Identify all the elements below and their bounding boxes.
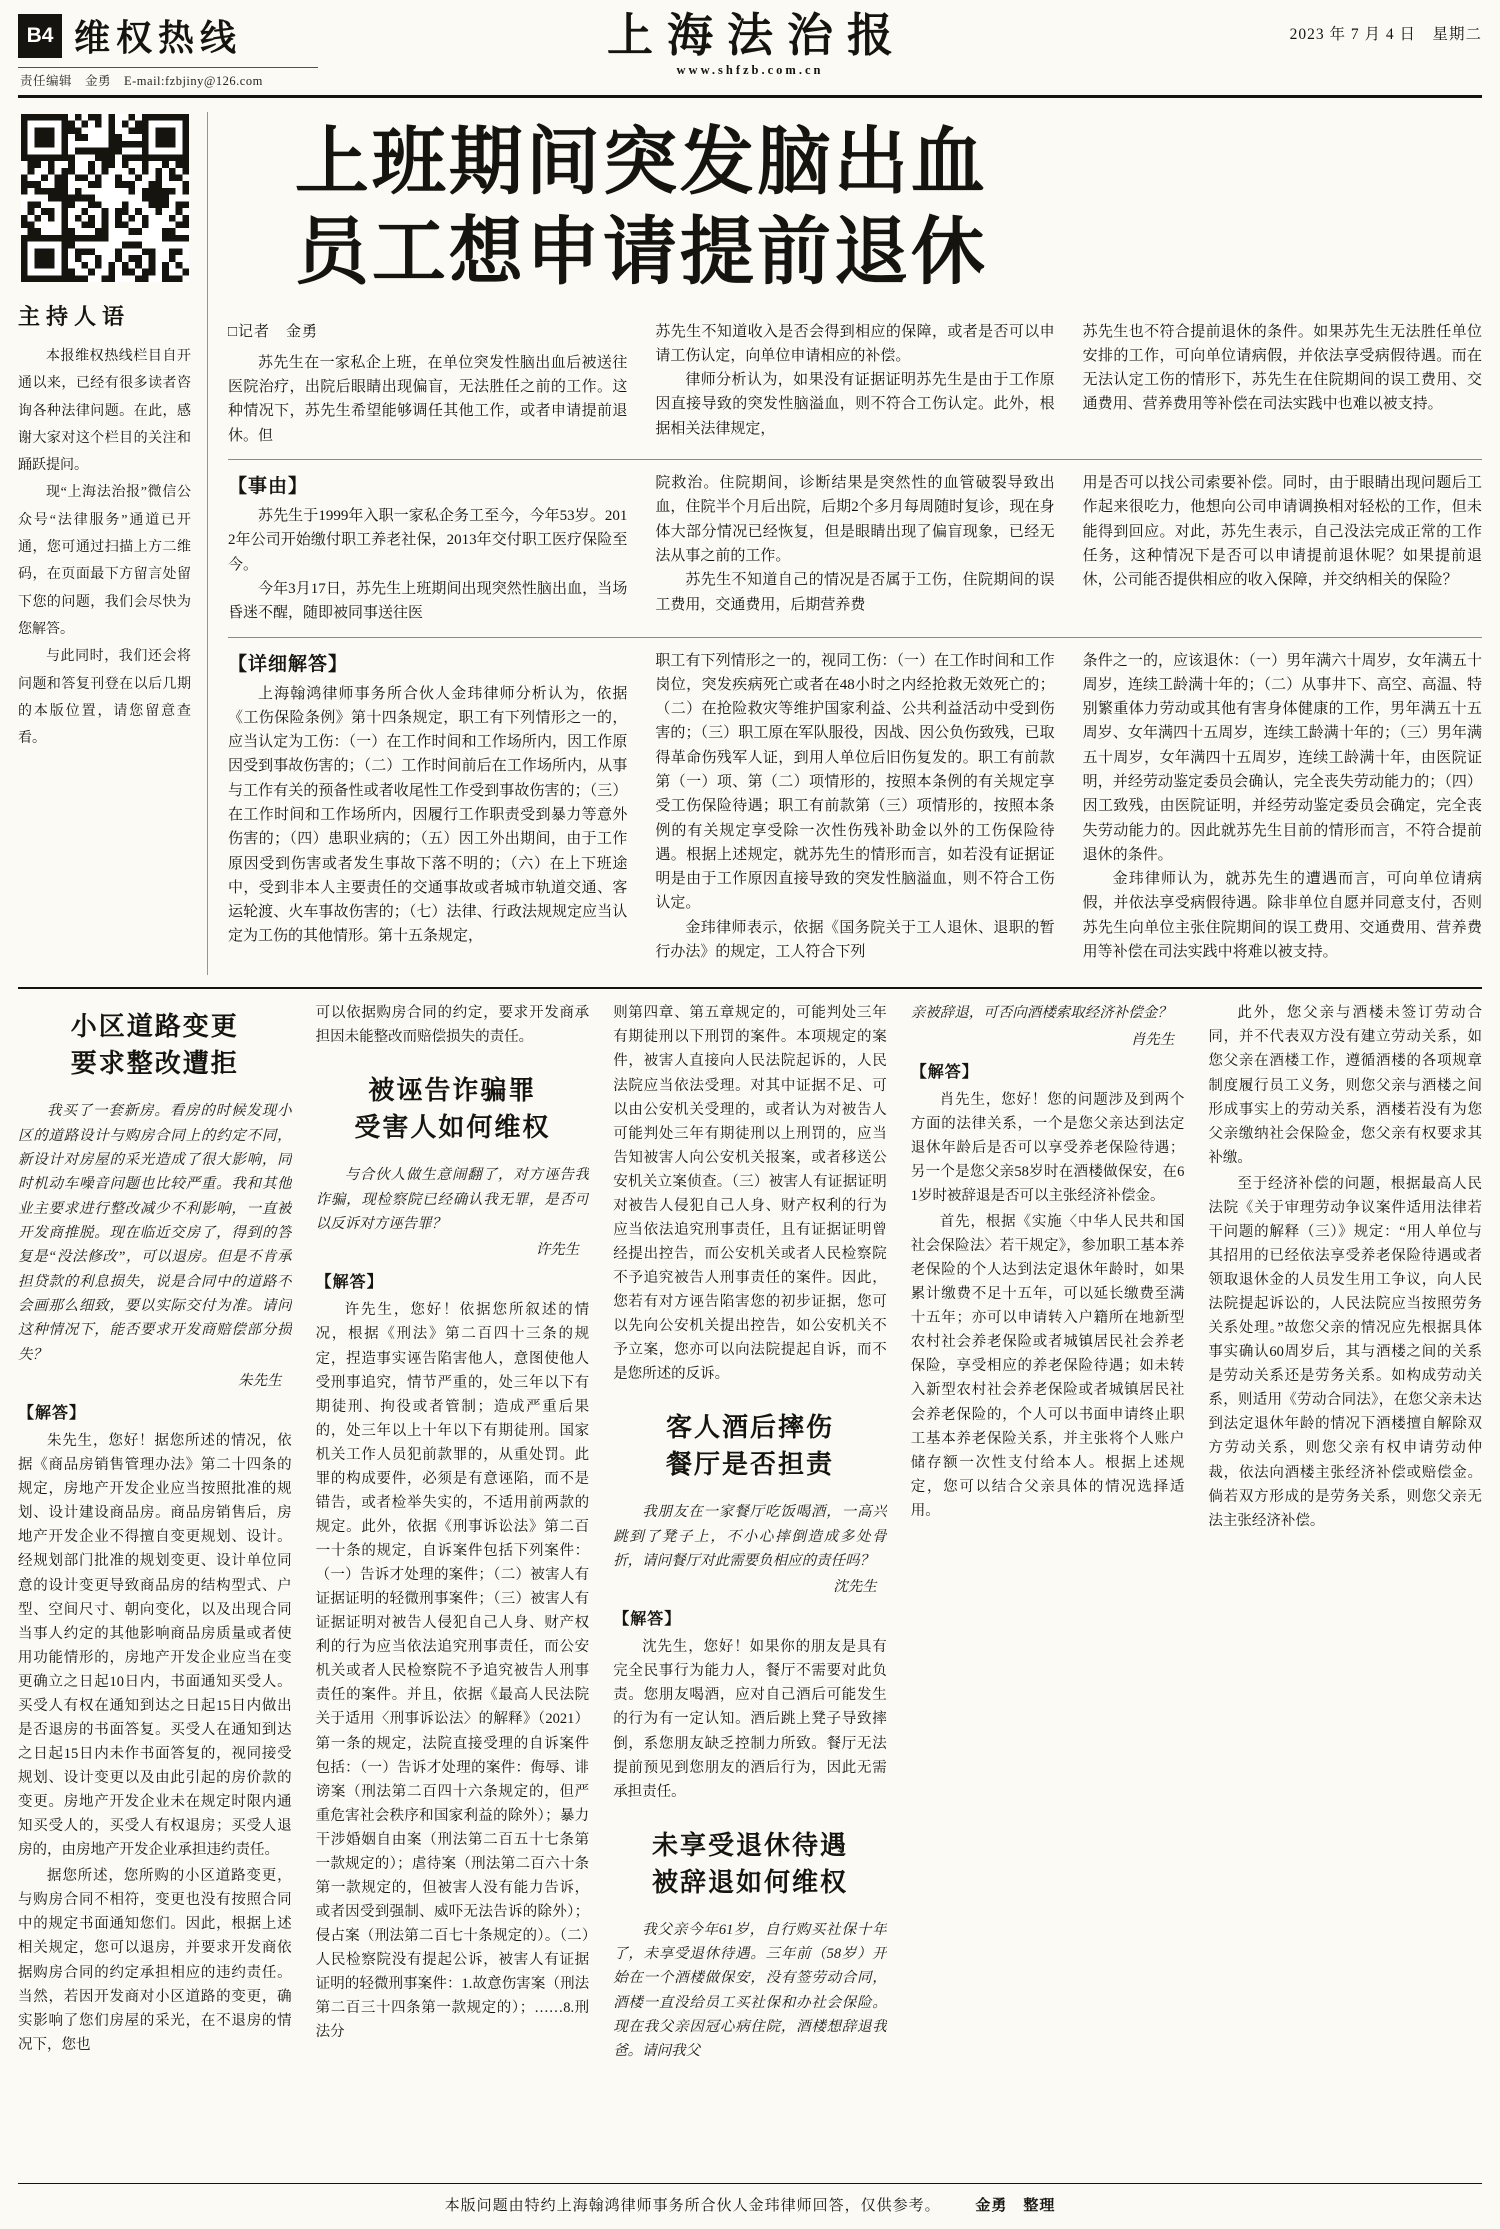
paragraph: 苏先生也不符合提前退休的条件。如果苏先生无法胜任单位安排的工作，可向单位请病假，并依法享受病假待遇。而在无法认定工伤的情形下，苏先生在住院期间的误工费用、交通费用、营养费用等补偿在司法实践中也难以被支持。 <box>1082 323 1482 413</box>
paragraph: 肖先生，您好！您的问题涉及到两个方面的法律关系，一个是您父亲达到法定退休年龄后是否可以享受养老保险待遇；另一个是您父亲58岁时在酒楼做保安，在61岁时被辞退是否可以主张经济补偿金。 <box>910 1091 1185 1204</box>
paragraph: 沈先生，您好！如果你的朋友是具有完全民事行为能力人，餐厅不需要对此负责。您朋友喝酒，应对自己酒后可能发生的行为有一定认知。酒后跳上凳子导致摔倒，系您朋友缺乏控制力所致。餐厅无法提前预见到您朋友的酒后行为，因此无需承担责任。 <box>613 1639 887 1800</box>
incident-column-2 <box>655 471 1054 625</box>
story1-title-line2: 要求整改遭拒 <box>70 1049 239 1079</box>
incident-band <box>228 459 1482 636</box>
main-article <box>228 112 1482 975</box>
paragraph: 苏先生于1999年入职一家私企务工至今，今年53岁。2012年公司开始缴付职工养老社保，2013年交付职工医疗保险至今。 <box>228 508 628 573</box>
masthead-block <box>348 10 1152 89</box>
incident-column-3 <box>1083 471 1482 625</box>
paragraph: 条件之一的，应该退休：（一）男年满六十周岁，女年满五十周岁，连续工龄满十年的；（二）从事井下、高空、高温、特别繁重体力劳动或其他有害身体健康的工作，男年满五十五周岁、女年满四十五周岁，连续工龄满十年的；（三）男年满五十周岁，女年满四十五周岁，连续工龄满十年，由医院证明，并经劳动鉴定委员会确认，完全丧失劳动能力的；（四）因工致残，由医院证明，并经劳动鉴定委员会确定，完全丧失劳动能力的。因此就苏先生目前的情形而言，不符合提前退休的条件。 <box>1082 652 1482 863</box>
paragraph: 院救治。住院期间，诊断结果是突然性的血管破裂导致出血，住院半个月后出院，后期2个多月每周随时复诊，现在身体大部分情况已经恢复，但是眼睛出现了偏盲现象，已经无法从事之前的工作。 <box>655 475 1055 564</box>
qa-column-3 <box>613 1001 887 2173</box>
story1-title-line1: 小区道路变更 <box>70 1012 239 1042</box>
top-section <box>18 98 1482 989</box>
intro-text-1 <box>228 351 627 448</box>
masthead: 上海法治报 <box>607 10 907 61</box>
section-title: 维权热线 <box>74 18 243 58</box>
qa-column-4 <box>911 1001 1185 2173</box>
paragraph: 今年3月17日，苏先生上班期间出现突然性脑出血，当场昏迷不醒，随即被同事送往医 <box>228 580 628 622</box>
paragraph: 本报维权热线栏目自开通以来，已经有很多读者咨询各种法律问题。在此，感谢大家对这个栏目的关注和踊跃提问。 <box>18 349 191 474</box>
paragraph: 至于经济补偿的问题，根据最高人民法院《关于审理劳动争议案件适用法律若干问题的解释（三）》规定：“用人单位与其招用的已经依法享受养老保险待遇或者领取退休金的人员发生用工争议，向人民法院提起诉讼的，人民法院应当按照劳务关系处理。”故您父亲的情况应先根据具体事实确认60周岁后，其与酒楼之间的关系是劳动关系还是劳务关系。如构成劳动关系，则适用《劳动合同法》，在您父亲未达到法定退休年龄的情况下酒楼擅自解除双方劳动关系，则您父亲有权申请劳动仲裁，依法向酒楼主张经济补偿或赔偿金。倘若双方形成的是劳务关系，则您父亲无法主张经济补偿。 <box>1208 1175 1482 1529</box>
paragraph: 首先，根据《实施〈中华人民共和国社会保险法〉若干规定》，参加职工基本养老保险的个人达到法定退休年龄时，如果累计缴费不足十五年，可以延长缴费至满十五年；亦可以申请转入户籍所在地新型农村社会养老保险或者城镇居民社会养老保险，享受相应的养老保险待遇；如未转入新型农村社会养老保险或者城镇居民社会养老保险的，个人可以书面申请终止职工基本养老保险关系，并主张将个人账户储存额一次性支付给本人。根据上述规定，您可以结合父亲具体的情况选择适用。 <box>910 1214 1185 1519</box>
story3-question: 我朋友在一家餐厅吃饭喝酒，一高兴跳到了凳子上，不小心摔倒造成多处骨折，请问餐厅对此需要负相应的责任吗？ <box>613 1504 887 1569</box>
story3-title <box>613 1410 887 1484</box>
paragraph: 苏先生不知道自己的情况是否属于工伤，住院期间的误工费用，交通费用，后期营养费 <box>655 572 1055 613</box>
story2-answer-continued <box>613 1001 887 1386</box>
intro-column-1 <box>228 320 627 448</box>
main-headline <box>228 112 1055 309</box>
paragraph: 可以依据购房合同的约定，要求开发商承担因未能整改而赔偿损失的责任。 <box>315 1005 590 1046</box>
story2-title <box>316 1073 590 1147</box>
story2-answer <box>316 1298 590 2044</box>
story4-answer-part2 <box>1208 1001 1482 1532</box>
story2-question: 与合伙人做生意闹翻了，对方诬告我诈骗，现检察院已经确认我无罪，是否可以反诉对方诬告罪？ <box>315 1167 590 1233</box>
footer-credit: 金勇 整理 <box>975 2198 1056 2214</box>
analysis-column-2 <box>655 649 1054 965</box>
story3-title-line2: 餐厅是否担责 <box>665 1450 834 1480</box>
header-left <box>18 10 348 89</box>
publication-date: 2023 年 7 月 4 日 星期二 <box>1289 26 1482 43</box>
paragraph: 许先生，您好！依据您所叙述的情况，根据《刑法》第二百四十三条的规定，捏造事实诬告陷害他人，意图使他人受刑事追究，情节严重的，处三年以下有期徒刑、拘役或者管制；造成严重后果的，处三年以上十年以下有期徒刑。国家机关工作人员犯前款罪的，从重处罚。此罪的构成要件，必须是有意诬陷，而不是错告，或者检举失实的，不适用前两款的规定。此外，依据《刑事诉讼法》第二百一十条的规定，自诉案件包括下列案件：（一）告诉才处理的案件；（二）被害人有证据证明的轻微刑事案件；（三）被害人有证据证明对被告人侵犯自己人身、财产权利的行为应当依法追究刑事责任，而公安机关或者人民检察院不予追究被告人刑事责任的案件。并且，依据《最高人民法院关于适用〈刑事诉讼法〉的解释》（2021）第一条的规定，法院直接受理的自诉案件包括：（一）告诉才处理的案件：侮辱、诽谤案（刑法第二百四十六条规定的，但严重危害社会秩序和国家利益的除外）；暴力干涉婚姻自由案（刑法第二百五十七条第一款规定的）；虐待案（刑法第二百六十条第一款规定的，但被害人没有能力告诉，或者因受到强制、威吓无法告诉的除外）；侵占案（刑法第二百七十条规定的）。（二）人民检察院没有提起公诉，被害人有证据证明的轻微刑事案件：1.故意伤害案（刑法第二百三十四条第一款规定的）；……8.刑法分 <box>315 1302 590 2041</box>
website: www.shfzb.com.cn <box>676 62 824 77</box>
paragraph: 现“上海法治报”微信公众号“法律服务”通道已开通，您可通过扫描上方二维码，在页面最下方留言处留下您的问题，我们会尽快为您解答。 <box>18 485 191 637</box>
story4-asker: 肖先生 <box>1130 1031 1175 1048</box>
story4-answer-part1 <box>911 1088 1185 1523</box>
paragraph: 苏先生不知道收入是否会得到相应的保障，或者是否可以申请工伤认定，向单位申请相应的补偿。 <box>655 323 1055 364</box>
intro-column-2 <box>655 320 1054 448</box>
qa-column-1 <box>18 1001 292 2173</box>
headline-line-1: 上班期间突发脑出血 <box>294 122 988 204</box>
story3-asker: 沈先生 <box>833 1579 877 1596</box>
paragraph: 金玮律师认为，就苏先生的遭遇而言，可向单位请病假，并依法享受病假待遇。除非单位自愿并同意支付，否则苏先生向单位主张住院期间的误工费用、交通费用、营养费用等补偿在司法实践中将难以被支持。 <box>1082 871 1482 961</box>
analysis-text-1 <box>228 682 627 949</box>
qa-section <box>18 989 1482 2183</box>
story3-title-line1: 客人酒后摔伤 <box>665 1413 834 1443</box>
paragraph: 职工有下列情形之一的，视同工伤：（一）在工作时间和工作岗位，突发疾病死亡或者在48小时之内经抢救无效死亡的；（二）在抢险救灾等维护国家利益、公共利益活动中受到伤害的；（三）职工原在军队服役，因战、因公负伤致残，已取得革命伤残军人证，到用人单位后旧伤复发的。职工有前款第（一）项、第（二）项情形的，按照本条例的有关规定享受工伤保险待遇；职工有前款第（三）项情形的，按照本条例的有关规定享受除一次性伤残补助金以外的工伤保险待遇。根据上述规定，就苏先生的情形而言，如若没有证据证明是由于工作原因直接导致的突发性脑溢血，则不符合工伤认定。 <box>655 652 1055 912</box>
story2-title-line1: 被诬告诈骗罪 <box>368 1076 537 1106</box>
intro-column-3 <box>1083 320 1482 448</box>
editor-strip: 责任编辑 金勇 E-mail:fzbjiny@126.com <box>18 67 318 89</box>
analysis-label: 【详细解答】 <box>228 653 349 675</box>
paragraph: 苏先生在一家私企上班，在单位突发性脑出血后被送往医院治疗，出院后眼睛出现偏盲，无法胜任之前的工作。这种情况下，苏先生希望能够调任其他工作，或者申请提前退休。但 <box>228 354 628 444</box>
paragraph: 此外，您父亲与酒楼未签订劳动合同，并不代表双方没有建立劳动关系，如您父亲在酒楼工作，遵循酒楼的各项规章制度履行员工义务，则您父亲与酒楼之间形成事实上的劳动关系，酒楼若没有为您父亲缴纳社会保险金，您父亲有权要求其补缴。 <box>1208 1005 1482 1166</box>
story2-asker: 许先生 <box>535 1242 580 1259</box>
incident-text-1 <box>228 504 627 625</box>
story1-asker: 朱先生 <box>238 1373 282 1390</box>
page-header <box>18 10 1482 98</box>
paragraph: 上海翰鸿律师事务所合伙人金玮律师分析认为，依据《工伤保险条例》第十四条规定，职工有下列情形之一的，应当认定为工伤：（一）在工作时间和工作场所内，因工作原因受到事故伤害的；（二）工作时间前后在工作场所内，从事与工作有关的预备性或者收尾性工作受到事故伤害的；（三）在工作时间和工作场所内，因履行工作职责受到暴力等意外伤害的；（四）患职业病的；（五）因工外出期间，由于工作原因受到伤害或者发生事故下落不明的；（六）在上下班途中，受到非本人主要责任的交通事故或者城市轨道交通、客运轮渡、火车事故伤害的；（七）法律、行政法规规定应当认定为工伤的其他情形。第十五条规定， <box>228 685 628 945</box>
incident-label: 【事由】 <box>228 476 309 498</box>
story4-title <box>613 1828 887 1902</box>
incident-column-1 <box>228 471 627 625</box>
story4-title-line2: 被辞退如何维权 <box>651 1867 848 1897</box>
story4-answer-label: 【解答】 <box>910 1063 979 1081</box>
left-rail <box>18 112 208 975</box>
badge-row <box>18 10 348 61</box>
story4-question-part1: 我父亲今年61岁，自行购买社保十年了，未享受退休待遇。三年前（58岁）开始在一个酒楼做保安，没有签劳动合同，酒楼一直没给员工买社保和办社会保险。现在我父亲因冠心病住院，酒楼想辞退我爸。请问我父 <box>613 1921 887 2060</box>
story3-answer-label: 【解答】 <box>613 1611 682 1629</box>
headline-line-2: 员工想申请提前退休 <box>294 212 988 295</box>
qa-column-5 <box>1208 1001 1482 2173</box>
story1-question: 我买了一套新房。看房的时候发现小区的道路设计与购房合同上的约定不同，新设计对房屋的采光造成了很大影响，同时机动车噪音问题也比较严重。我和其他业主要求进行整改减少不利影响，一直被开发商推脱。现在临近交房了，得到的答复是“没法修改”，可以退房。但是不肯承担贷款的利息损失，说是合同中的道路不会画那么细致，要以实际交付为准。请问这种情况下，能否要求开发商赔偿部分损失？ <box>18 1103 292 1363</box>
story2-title-line2: 受害人如何维权 <box>354 1113 551 1143</box>
story1-answer-continued <box>316 1001 590 1049</box>
paragraph: 则第四章、第五章规定的，可能判处三年有期徒刑以下刑罚的案件。本项规定的案件，被害人直接向人民法院起诉的，人民法院应当依法受理。对其中证据不足、可以由公安机关受理的，或者认为对被告人可能判处三年有期徒刑以上刑罚的，应当告知被害人向公安机关报案，或者移送公安机关立案侦查。（三）被害人有证据证明对被告人侵犯自己人身、财产权利的行为应当依法追究刑事责任，且有证据证明曾经提出控告，而公安机关或者人民检察院不予追究被告人刑事责任的案件。因此，您若有对方诬告陷害您的初步证据，您可以先向公安机关提出控告，如公安机关不予立案，您亦可以向法院提起自诉，而不是您所述的反诉。 <box>613 1005 887 1383</box>
analysis-column-1 <box>228 649 627 965</box>
paragraph: 与此同时，我们还会将问题和答复刊登在以后几期的本版位置，请您留意查看。 <box>18 649 191 747</box>
host-note-title: 主持人语 <box>18 304 131 329</box>
paragraph: 朱先生，您好！据您所述的情况，依据《商品房销售管理办法》第二十四条的规定，房地产开发企业应当按照批准的规划、设计建设商品房。商品房销售后，房地产开发企业不得擅自变更规划、设计。经规划部门批准的规划变更、设计单位同意的设计变更导致商品房的结构型式、户型、空间尺寸、朝向变化，以及出现合同当事人约定的其他影响商品房质量或者使用功能情形的，房地产开发企业应当在变更确立之日起10日内，书面通知买受人。买受人有权在通知到达之日起15日内做出是否退房的书面答复。买受人在通知到达之日起15日内未作书面答复的，视同接受规划、设计变更以及由此引起的房价款的变更。房地产开发企业未在规定时限内通知买受人的，买受人有权退房；买受人退房的，由房地产开发企业承担违约责任。 <box>18 1433 292 1859</box>
story4-title-line1: 未享受退休待遇 <box>651 1830 848 1860</box>
paragraph: 用是否可以找公司索要补偿。同时，由于眼睛出现问题后工作起来很吃力，他想向公司申请调换相对轻松的工作，但未能得到回应。对此，苏先生表示，自己没法完成正常的工作任务，这种情况下是否可以申请提前退休呢？如果提前退休，公司能否提供相应的收入保障，并交纳相关的保险？ <box>1082 475 1482 589</box>
story2-answer-label: 【解答】 <box>315 1274 384 1292</box>
story3-answer <box>613 1635 887 1803</box>
headline-band <box>228 112 1482 309</box>
qa-column-2 <box>316 1001 590 2173</box>
story1-answer <box>18 1429 292 2057</box>
story4-question-part2: 亲被辞退，可否向酒楼索取经济补偿金？ <box>910 1005 1172 1022</box>
paragraph: 金玮律师表示，依据《国务院关于工人退休、退职的暂行办法》的规定，工人符合下列 <box>655 919 1055 961</box>
story1-title <box>18 1009 292 1083</box>
story1-answer-label: 【解答】 <box>18 1405 87 1423</box>
footer-note: 本版问题由特约上海翰鸿律师事务所合伙人金玮律师回答，仅供参考。 <box>444 2198 941 2214</box>
host-note-body <box>18 343 191 752</box>
page-badge: B4 <box>18 14 62 58</box>
page-footer <box>18 2183 1482 2229</box>
paragraph: 据您所述，您所购的小区道路变更，与购房合同不相符，变更也没有按照合同中的规定书面通知您们。因此，根据上述相关规定，您可以退房，并要求开发商依据购房合同的约定承担相应的违约责任。当然，若因开发商对小区道路的变更，确实影响了您们房屋的采光，在不退房的情况下，您也 <box>18 1868 292 2053</box>
analysis-band <box>228 637 1482 976</box>
paragraph: 律师分析认为，如果没有证据证明苏先生是由于工作原因直接导致的突发性脑溢血，则不符合工伤认定。此外，根据相关法律规定， <box>655 372 1055 437</box>
analysis-column-3 <box>1083 649 1482 965</box>
byline: □记者 金勇 <box>228 323 319 340</box>
intro-band <box>228 309 1482 459</box>
qr-code <box>21 114 189 282</box>
